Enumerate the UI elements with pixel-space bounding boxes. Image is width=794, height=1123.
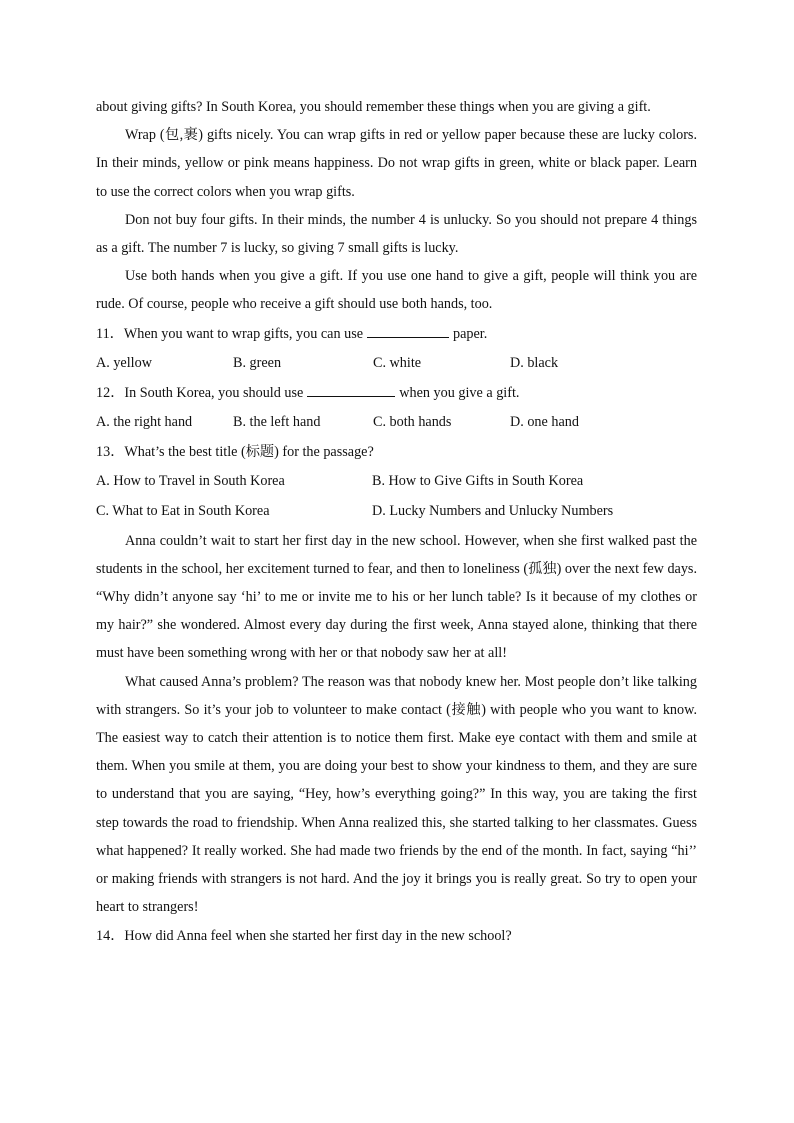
question-13-options-row-2 <box>96 497 697 526</box>
option-b: B. green <box>233 354 282 371</box>
option-c: C. both hands <box>373 413 452 430</box>
passage2-para-1: Anna couldn’t wait to start her first day in the new school. However, when she first walked past the students in the school, her excitement turned to fear, and then to loneliness (孤独) over the next few days. “Why didn’t anyone say ‘hi’ to me or invite me to his or her lunch table? Is it because of my clothes or my hair?” she wondered. Almost every day during the first week, Anna stayed alone, thinking that there must have been something wrong with her or that nobody saw her at all! <box>96 532 697 662</box>
option-a: A. the right hand <box>96 413 193 430</box>
option-d: D. Lucky Numbers and Unlucky Numbers <box>372 502 614 519</box>
question-12-after: when you give a gift. <box>399 384 520 401</box>
option-c: C. white <box>373 354 422 371</box>
question-14: 14．How did Anna feel when she started her first day in the new school? <box>96 928 512 945</box>
passage1-para-2: Wrap (包,裹) gifts nicely. You can wrap gifts in red or yellow paper because these are lucky colors. In their minds, yellow or pink means happiness. Do not wrap gifts in green, white or black paper. Learn to use the correct colors when you wrap gifts. <box>96 127 697 200</box>
document-page <box>96 93 697 951</box>
passage1-para-3: Don not buy four gifts. In their minds, the number 4 is unlucky. So you should not prepare 4 things as a gift. The number 7 is lucky, so giving 7 small gifts is lucky. <box>96 211 697 257</box>
question-12-options <box>96 408 697 437</box>
answer-blank-11 <box>367 325 449 338</box>
answer-blank-12 <box>307 384 395 397</box>
question-13: 13．What’s the best title (标题) for the passage? <box>96 443 374 460</box>
question-12 <box>96 379 697 408</box>
question-11-before: 11．When you want to wrap gifts, you can use <box>96 325 364 342</box>
question-11-options <box>96 349 697 378</box>
question-12-before: 12．In South Korea, you should use <box>96 384 304 401</box>
option-a: A. yellow <box>96 354 152 371</box>
option-c: C. What to Eat in South Korea <box>96 502 270 519</box>
passage1-para-4: Use both hands when you give a gift. If you use one hand to give a gift, people will think you are rude. Of course, people who receive a gift should use both hands, too. <box>96 268 697 313</box>
passage1-para-1: about giving gifts? In South Korea, you should remember these things when you are giving a gift. <box>96 99 651 115</box>
option-a: A. How to Travel in South Korea <box>96 472 285 489</box>
question-11 <box>96 320 697 349</box>
option-b: B. How to Give Gifts in South Korea <box>372 472 584 489</box>
passage2-para-2: What caused Anna’s problem? The reason was that nobody knew her. Most people don’t like talking with strangers. So it’s your job to volunteer to make contact (接触) with people who you want to know. The easiest way to catch their attention is to notice them first. Make eye contact with them and smile at them. When you smile at them, you are doing your best to show your kindness to them, and they are sure to understand that you are saying, “Hey, how’s everything going?” In this way, you are taking the first step towards the road to friendship. When Anna realized this, she started talking to her classmates. Guess what happened? It really worked. She had made two friends by the end of the month. In fact, saying “hi’’ or making friends with strangers is not hard. And the joy it brings you is really great. So try to open your heart to strangers! <box>96 673 697 916</box>
question-11-after: paper. <box>453 325 488 342</box>
question-13-options-row-1 <box>96 467 697 496</box>
option-d: D. one hand <box>510 413 579 430</box>
option-d: D. black <box>510 354 559 371</box>
option-b: B. the left hand <box>233 413 321 430</box>
